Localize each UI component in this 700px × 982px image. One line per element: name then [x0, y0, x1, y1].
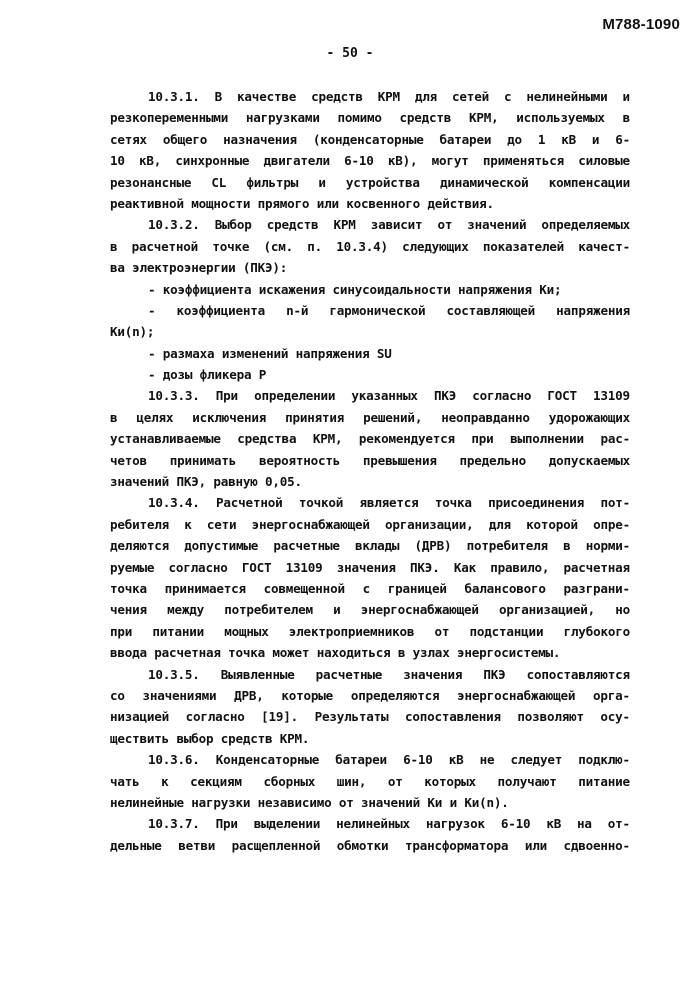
text-line: 10.3.7. При выделении нелинейных нагрузок 6-10 кВ на от-: [148, 816, 630, 832]
text-line: чения между потребителем и энергоснабжающей организацией, но: [110, 602, 630, 618]
text-line: резонансные CL фильтры и устройства динамической компенсации: [110, 174, 630, 190]
text-line: Ки(n);: [110, 324, 155, 340]
text-line: ребителя к сети энергоснабжающей организации, для которой опре-: [110, 516, 630, 532]
text-line: значений ПКЭ, равную 0,05.: [110, 474, 302, 490]
text-line: ввода расчетная точка может находиться в узлах энергосистемы.: [110, 645, 561, 661]
text-line: ва электроэнергии (ПКЭ):: [110, 260, 288, 276]
text-line: ществить выбор средств КРМ.: [110, 730, 310, 746]
text-line: со значениями ДРВ, которые определяются энергоснабжающей орга-: [110, 687, 630, 703]
text-line: 10.3.3. При определении указанных ПКЭ согласно ГОСТ 13109: [148, 388, 630, 404]
text-line: в целях исключения принятия решений, неоправданно удорожающих: [110, 409, 630, 425]
text-line: резкопеременными нагрузками помимо средств КРМ, используемых в: [110, 110, 630, 126]
text-line: - дозы фликера Р: [148, 367, 267, 383]
text-line: 10.3.4. Расчетной точкой является точка присоединения пот-: [148, 495, 630, 511]
text-line: 10 кВ, синхронные двигатели 6-10 кВ), могут применяться силовые: [110, 153, 630, 169]
text-line: чать к секциям сборных шин, от которых получают питание: [110, 773, 630, 789]
document-id: M788-1090: [602, 16, 680, 33]
text-line: в расчетной точке (см. п. 10.3.4) следующих показателей качест-: [110, 238, 630, 254]
page-number: - 50 -: [326, 46, 374, 61]
text-line: устанавливаемые средства КРМ, рекомендуется при выполнении рас-: [110, 431, 630, 447]
text-line: 10.3.2. Выбор средств КРМ зависит от значений определяемых: [148, 217, 630, 233]
text-line: - коэффициента n-й гармонической составляющей напряжения: [148, 302, 630, 318]
text-line: при питании мощных электроприемников от подстанции глубокого: [110, 623, 630, 639]
text-line: 10.3.6. Конденсаторные батареи 6-10 кВ не следует подклю-: [148, 752, 630, 768]
text-line: 10.3.5. Выявленные расчетные значения ПКЭ сопоставляются: [148, 666, 630, 682]
text-line: 10.3.1. В качестве средств КРМ для сетей с нелинейными и: [148, 89, 630, 104]
text-line: дельные ветви расщепленной обмотки трансформатора или сдвоенно-: [110, 837, 630, 853]
text-line: нелинейные нагрузки независимо от значений Ки и Ки(n).: [110, 794, 509, 810]
text-line: - коэффициента искажения синусоидальности напряжения Ки;: [148, 281, 562, 297]
text-line: точка принимается совмещенной с границей балансового разграни-: [110, 580, 630, 596]
text-line: четов принимать вероятность превышения предельно допускаемых: [110, 452, 630, 468]
text-line: сетях общего назначения (конденсаторные батареи до 1 кВ и 6-: [110, 131, 630, 147]
text-line: - размаха изменений напряжения SU: [148, 345, 392, 361]
text-line: деляются допустимые расчетные вклады (ДРВ) потребителя в норми-: [110, 538, 630, 554]
body-text: [110, 86, 630, 856]
text-line: низацией согласно [19]. Результаты сопоставления позволяют осу-: [110, 709, 630, 725]
text-line: руемые согласно ГОСТ 13109 значения ПКЭ. Как правило, расчетная: [110, 559, 630, 575]
text-line: реактивной мощности прямого или косвенного действия.: [110, 195, 494, 211]
